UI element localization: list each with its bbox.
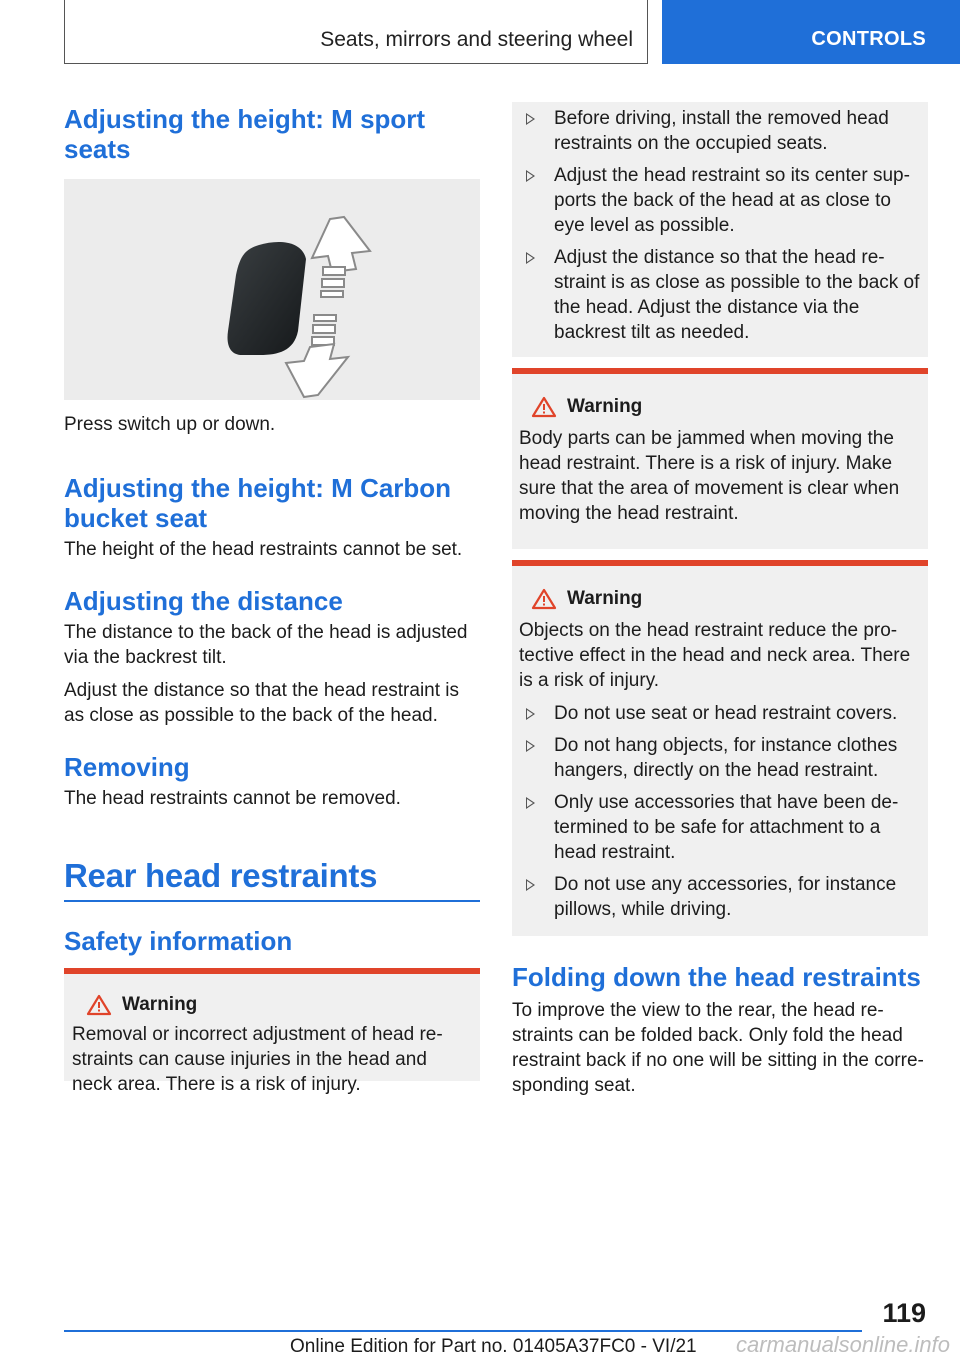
list-item: Only use accessories that have been de-termined to be safe for attachment to a head restraint. xyxy=(512,790,920,865)
bullet-arrow-icon xyxy=(526,797,535,809)
footer-edition: Online Edition for Part no. 01405A37FC0 - VI/21 xyxy=(290,1336,697,1357)
warning-icon xyxy=(86,994,112,1016)
heading-safety-information: Safety information xyxy=(64,926,293,956)
warning-text: Removal or incorrect adjustment of head re-straints can cause injuries in the head and neck area. There is a risk of injury. xyxy=(72,1024,443,1095)
tab-controls[interactable] xyxy=(662,0,960,64)
heading-rear-head-restraints: Rear head restraints xyxy=(64,857,378,894)
page-number: 119 xyxy=(882,1298,926,1328)
paragraph-removing: The head restraints cannot be removed. xyxy=(64,788,401,809)
warning-box-left xyxy=(64,968,480,1095)
watermark: carmanualsonline.info xyxy=(735,1332,950,1357)
heading-removing: Removing xyxy=(64,752,190,782)
heading-carbon: Adjusting the height: M Carbon bucket seat xyxy=(64,473,452,533)
down-ridges xyxy=(312,315,336,345)
warning-label: Warning xyxy=(567,396,643,417)
paragraph-carbon: The height of the head restraints cannot be set. xyxy=(64,539,463,560)
bullet-arrow-icon xyxy=(526,113,535,125)
warning-box-right-1 xyxy=(512,368,928,549)
bullet-arrow-icon xyxy=(526,740,535,752)
list-item: Adjust the distance so that the head re-straint is as close as possible to the back of the head. Adjust the distance via the backrest tilt as needed. xyxy=(512,245,920,345)
list-item: Adjust the head restraint so its center sup-ports the back of the head at as close to eye level as possible. xyxy=(512,163,920,238)
arrow-down-icon xyxy=(286,344,348,397)
instruction-list-box xyxy=(512,102,928,357)
warning-icon xyxy=(531,588,557,610)
bullet-arrow-icon xyxy=(526,170,535,182)
paragraph-folding-down: To improve the view to the rear, the head re-straints can be folded back. Only fold the head restraint back if no one will be sitting in the corre-sponding seat. xyxy=(512,1000,924,1096)
warning-label: Warning xyxy=(122,994,198,1015)
bullet-arrow-icon xyxy=(526,708,535,720)
bullet-arrow-icon xyxy=(526,252,535,264)
switch-illustration xyxy=(64,179,480,400)
list-item: Before driving, install the removed head restraints on the occupied seats. xyxy=(512,106,920,156)
list-item: Do not hang objects, for instance clothes hangers, directly on the head restraint. xyxy=(512,733,920,783)
warning-text: Body parts can be jammed when moving the head restraint. There is a risk of injury. Make sure that the area of movement is clear when moving the head restraint. xyxy=(519,428,900,524)
left-column xyxy=(64,104,480,164)
arrow-up-icon xyxy=(312,217,370,272)
warning-list xyxy=(512,701,920,922)
section-title: Seats, mirrors and steering wheel xyxy=(320,28,633,51)
paragraph-distance-1: The distance to the back of the head is adjusted via the backrest tilt. xyxy=(64,622,468,668)
headrest-switch-image xyxy=(64,179,480,400)
figure-caption: Press switch up or down. xyxy=(64,414,276,435)
switch-body xyxy=(228,242,306,355)
paragraph-distance-2: Adjust the distance so that the head restraint is as close as possible to the back of the head. xyxy=(64,680,460,726)
warning-icon xyxy=(531,396,557,418)
list-item: Do not use any accessories, for instance pillows, while driving. xyxy=(512,872,920,922)
fold-section xyxy=(512,962,928,1098)
warning-text: Objects on the head restraint reduce the pro-tective effect in the head and neck area. There is a risk of injury. xyxy=(519,620,911,691)
warning-label: Warning xyxy=(567,588,643,609)
heading-underline xyxy=(64,900,480,902)
up-ridges xyxy=(321,267,345,297)
warning-box-right-2 xyxy=(512,560,928,936)
list-item: Do not use seat or head restraint covers. xyxy=(512,701,920,726)
header-title-box xyxy=(64,0,648,64)
heading-distance: Adjusting the distance xyxy=(64,586,343,616)
instruction-list xyxy=(512,106,920,345)
rear-section xyxy=(64,856,480,956)
left-column-body xyxy=(64,412,480,811)
tab-controls-label: CONTROLS xyxy=(811,28,926,50)
bullet-arrow-icon xyxy=(526,879,535,891)
heading-m-sport: Adjusting the height: M sport seats xyxy=(64,104,426,164)
heading-folding-down: Folding down the head restraints xyxy=(512,962,921,992)
